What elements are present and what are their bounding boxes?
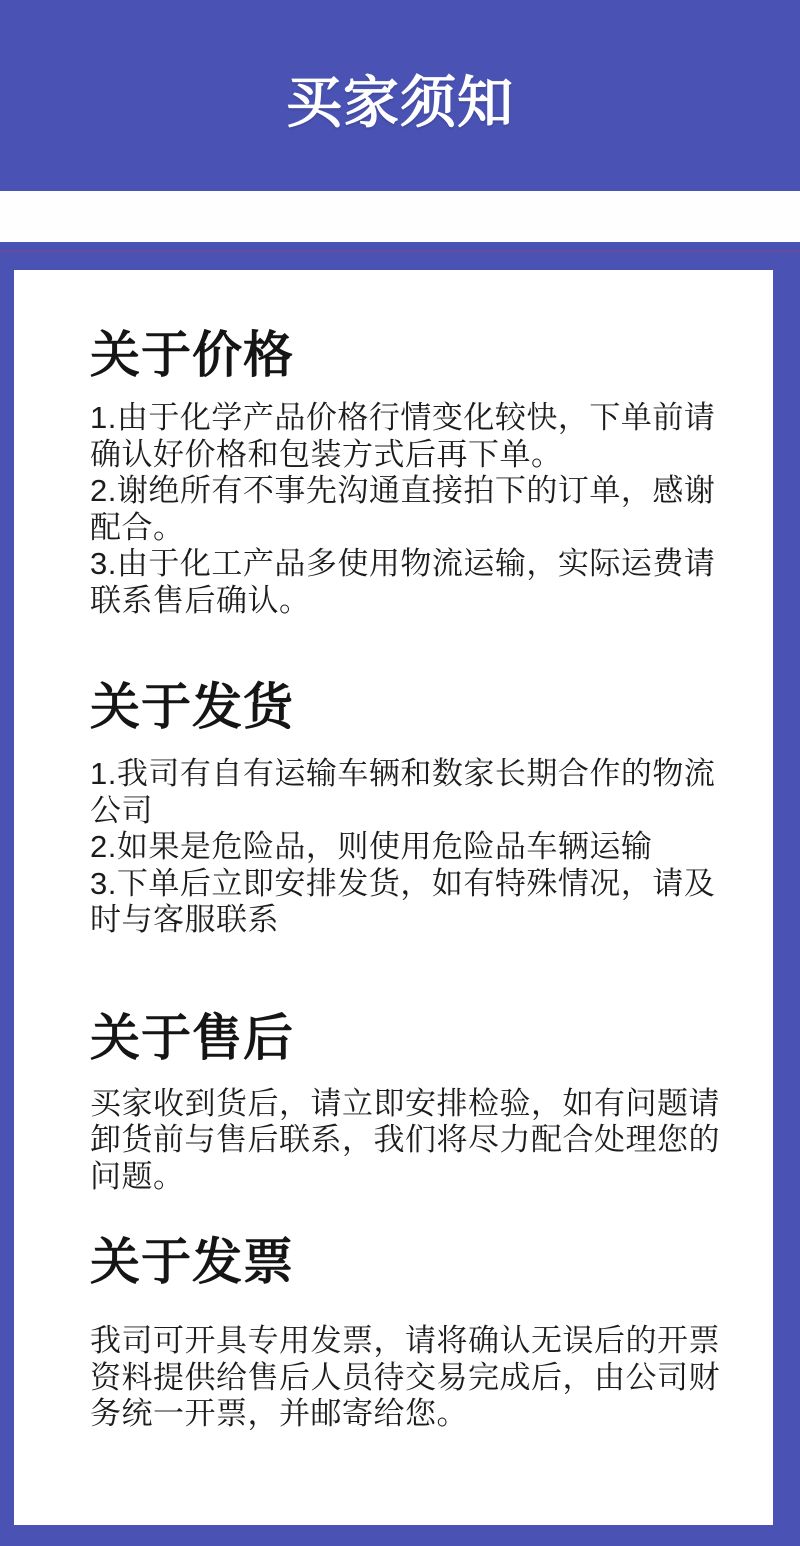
notice-card (14, 270, 773, 1525)
section-shipping (90, 679, 716, 939)
text-line: 确认好价格和包装方式后再下单。 (90, 436, 563, 472)
section-invoice-body (90, 1323, 720, 1433)
section-price-title: 关于价格 (90, 327, 294, 383)
text-line: 务统一开票，并邮寄给您。 (90, 1396, 468, 1431)
text-line: 时与客服联系 (90, 902, 279, 937)
text-line: 问题。 (90, 1158, 185, 1194)
section-price (90, 327, 716, 619)
text-line: 卸货前与售后联系，我们将尽力配合处理您的 (90, 1122, 720, 1157)
section-price-body (90, 400, 716, 619)
section-aftersales-body (90, 1085, 720, 1196)
text-line: 2.谢绝所有不事先沟通直接拍下的订单，感谢 (90, 473, 716, 508)
text-line: 公司 (90, 792, 153, 828)
section-shipping-body (90, 756, 716, 939)
header-banner (0, 0, 800, 191)
text-line: 联系售后确认。 (90, 582, 311, 618)
text-line: 3.下单后立即安排发货，如有特殊情况，请及 (90, 865, 716, 901)
section-shipping-title: 关于发货 (90, 679, 294, 735)
text-line: 1.由于化学产品价格行情变化较快，下单前请 (90, 400, 716, 435)
section-invoice (90, 1234, 720, 1433)
section-invoice-title: 关于发票 (90, 1234, 294, 1290)
text-line: 我司可开具专用发票，请将确认无误后的开票 (90, 1323, 720, 1358)
text-line: 3.由于化工产品多使用物流运输，实际运费请 (90, 546, 716, 581)
text-line: 2.如果是危险品，则使用危险品车辆运输 (90, 829, 653, 864)
divider-gap (0, 191, 800, 242)
text-line: 买家收到货后，请立即安排检验，如有问题请 (90, 1085, 720, 1121)
section-aftersales (90, 1009, 720, 1196)
seam-line (0, 250, 800, 252)
text-line: 资料提供给售后人员待交易完成后，由公司财 (90, 1359, 720, 1395)
text-line: 配合。 (90, 509, 185, 545)
text-line: 1.我司有自有运输车辆和数家长期合作的物流 (90, 756, 716, 791)
page-title: 买家须知 (286, 70, 514, 134)
section-aftersales-title: 关于售后 (90, 1009, 294, 1066)
content-background (0, 242, 800, 1546)
